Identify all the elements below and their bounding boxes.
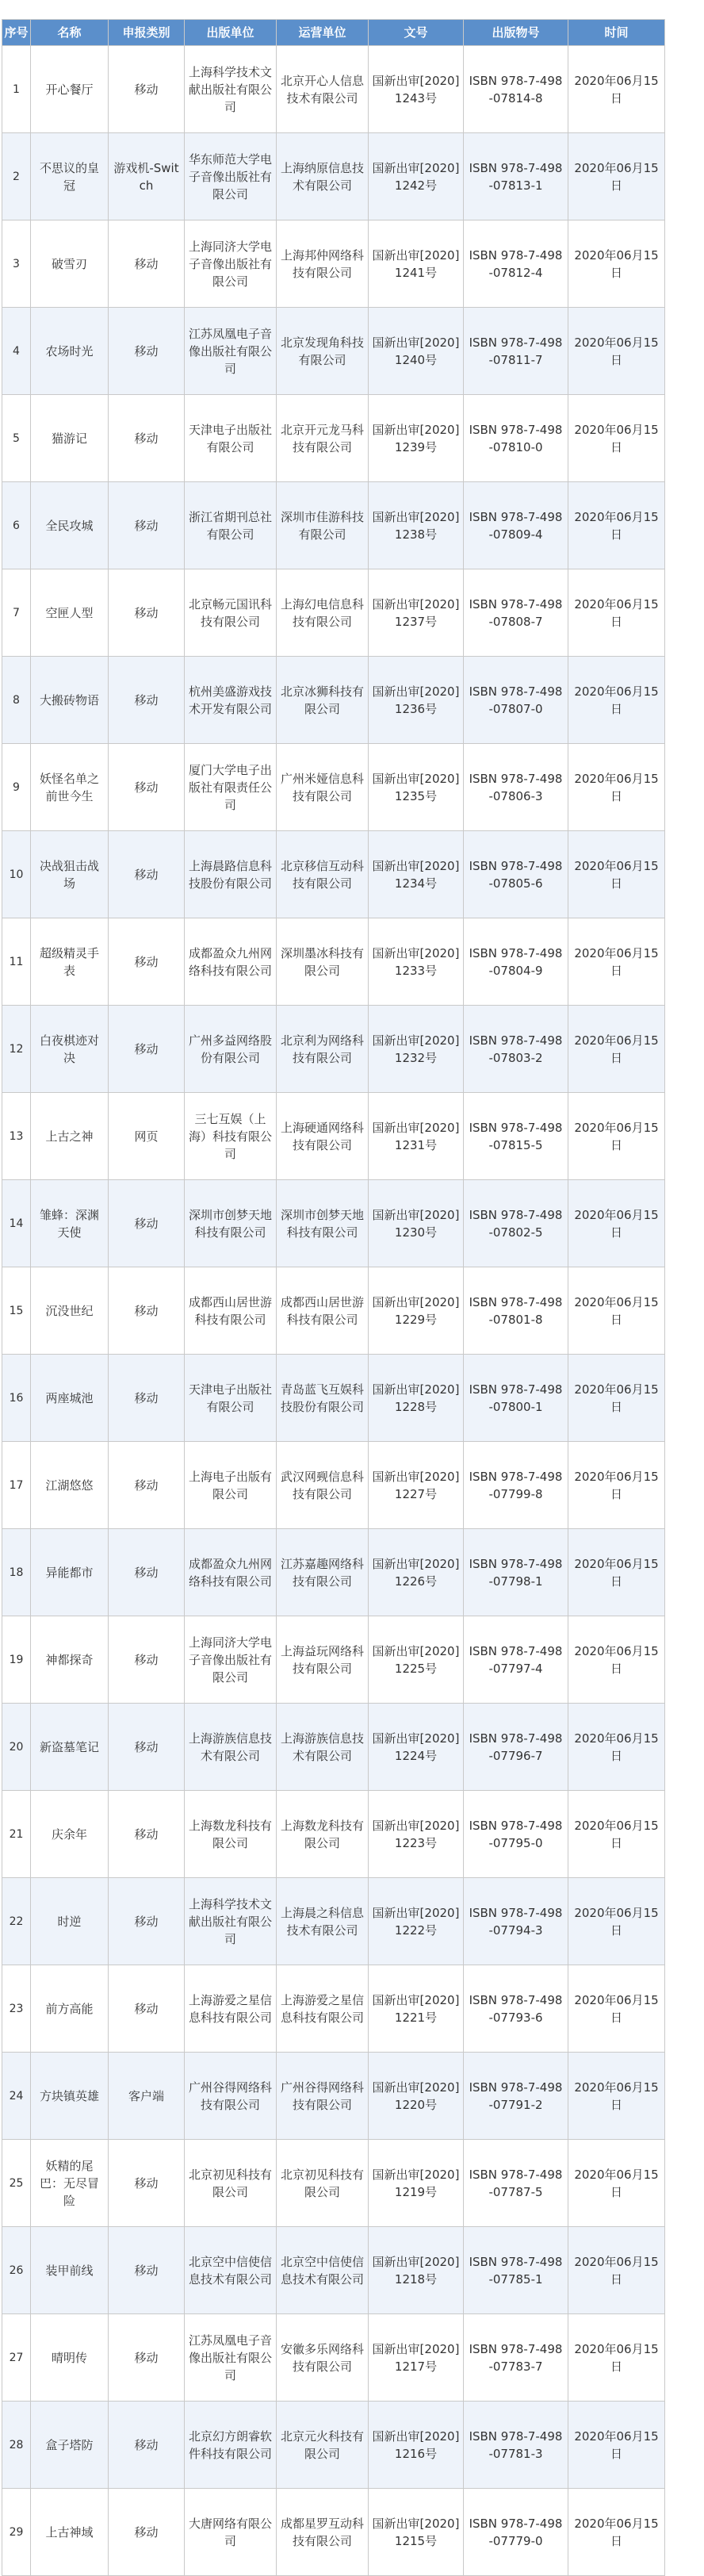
- header-index: 序号: [2, 20, 31, 46]
- table-row: [2, 918, 665, 1006]
- cell-approval-number: 国新出审[2020]1238号: [369, 482, 464, 569]
- cell-approval-number: 国新出审[2020]1241号: [369, 220, 464, 308]
- cell-operator: 北京利为网络科技有限公司: [277, 1006, 369, 1093]
- cell-name: 新盗墓笔记: [31, 1704, 109, 1791]
- cell-isbn: ISBN 978-7-498-07810-0: [464, 395, 568, 482]
- cell-isbn: ISBN 978-7-498-07815-5: [464, 1093, 568, 1180]
- cell-index: 3: [2, 220, 31, 308]
- cell-date: 2020年06月15日: [568, 1616, 665, 1704]
- cell-index: 25: [2, 2140, 31, 2227]
- cell-category: 移动: [109, 1878, 185, 1965]
- cell-index: 5: [2, 395, 31, 482]
- table-row: [2, 395, 665, 482]
- cell-date: 2020年06月15日: [568, 2227, 665, 2314]
- cell-publisher: 上海游爱之星信息科技有限公司: [185, 1965, 277, 2053]
- cell-date: 2020年06月15日: [568, 2314, 665, 2402]
- cell-publisher: 上海晨路信息科技股份有限公司: [185, 831, 277, 918]
- cell-category: 移动: [109, 1006, 185, 1093]
- table-row: [2, 220, 665, 308]
- cell-index: 20: [2, 1704, 31, 1791]
- cell-date: 2020年06月15日: [568, 133, 665, 220]
- cell-category: 移动: [109, 1267, 185, 1355]
- cell-approval-number: 国新出审[2020]1229号: [369, 1267, 464, 1355]
- approval-table: [2, 19, 665, 2576]
- cell-name: 大搬砖物语: [31, 657, 109, 744]
- cell-isbn: ISBN 978-7-498-07802-5: [464, 1180, 568, 1267]
- cell-approval-number: 国新出审[2020]1221号: [369, 1965, 464, 2053]
- cell-index: 14: [2, 1180, 31, 1267]
- cell-isbn: ISBN 978-7-498-07809-4: [464, 482, 568, 569]
- cell-index: 26: [2, 2227, 31, 2314]
- cell-approval-number: 国新出审[2020]1224号: [369, 1704, 464, 1791]
- cell-name: 时逆: [31, 1878, 109, 1965]
- cell-name: 晴明传: [31, 2314, 109, 2402]
- cell-isbn: ISBN 978-7-498-07799-8: [464, 1442, 568, 1529]
- table-row: [2, 133, 665, 220]
- cell-name: 破雪刃: [31, 220, 109, 308]
- cell-date: 2020年06月15日: [568, 1355, 665, 1442]
- table-row: [2, 1791, 665, 1878]
- cell-name: 白夜棋迹对决: [31, 1006, 109, 1093]
- cell-date: 2020年06月15日: [568, 1006, 665, 1093]
- table-header: [2, 20, 665, 46]
- table-row: [2, 1965, 665, 2053]
- cell-date: 2020年06月15日: [568, 308, 665, 395]
- cell-operator: 深圳墨冰科技有限公司: [277, 918, 369, 1006]
- cell-publisher: 上海科学技术文献出版社有限公司: [185, 1878, 277, 1965]
- cell-index: 23: [2, 1965, 31, 2053]
- cell-index: 28: [2, 2402, 31, 2489]
- header-row: [2, 20, 665, 46]
- cell-date: 2020年06月15日: [568, 220, 665, 308]
- cell-index: 11: [2, 918, 31, 1006]
- cell-date: 2020年06月15日: [568, 395, 665, 482]
- table-row: [2, 657, 665, 744]
- cell-date: 2020年06月15日: [568, 1093, 665, 1180]
- cell-approval-number: 国新出审[2020]1230号: [369, 1180, 464, 1267]
- cell-category: 移动: [109, 918, 185, 1006]
- table-row: [2, 2402, 665, 2489]
- cell-name: 江湖悠悠: [31, 1442, 109, 1529]
- cell-name: 妖怪名单之前世今生: [31, 744, 109, 831]
- cell-name: 盒子塔防: [31, 2402, 109, 2489]
- cell-index: 4: [2, 308, 31, 395]
- cell-name: 空匣人型: [31, 569, 109, 657]
- cell-isbn: ISBN 978-7-498-07811-7: [464, 308, 568, 395]
- cell-publisher: 天津电子出版社有限公司: [185, 1355, 277, 1442]
- cell-operator: 北京冰狮科技有限公司: [277, 657, 369, 744]
- cell-name: 庆余年: [31, 1791, 109, 1878]
- cell-approval-number: 国新出审[2020]1232号: [369, 1006, 464, 1093]
- cell-date: 2020年06月15日: [568, 2140, 665, 2227]
- cell-category: 移动: [109, 2140, 185, 2227]
- cell-name: 上古之神: [31, 1093, 109, 1180]
- cell-index: 29: [2, 2489, 31, 2576]
- cell-operator: 上海游族信息技术有限公司: [277, 1704, 369, 1791]
- cell-name: 全民攻城: [31, 482, 109, 569]
- header-isbn: 出版物号: [464, 20, 568, 46]
- cell-name: 开心餐厅: [31, 46, 109, 133]
- cell-isbn: ISBN 978-7-498-07796-7: [464, 1704, 568, 1791]
- cell-index: 2: [2, 133, 31, 220]
- cell-operator: 上海邦仲网络科技有限公司: [277, 220, 369, 308]
- table-row: [2, 1529, 665, 1616]
- cell-operator: 北京空中信使信息技术有限公司: [277, 2227, 369, 2314]
- cell-date: 2020年06月15日: [568, 569, 665, 657]
- cell-category: 移动: [109, 1704, 185, 1791]
- table-row: [2, 2053, 665, 2140]
- cell-isbn: ISBN 978-7-498-07808-7: [464, 569, 568, 657]
- cell-category: 移动: [109, 1616, 185, 1704]
- cell-isbn: ISBN 978-7-498-07801-8: [464, 1267, 568, 1355]
- cell-name: 异能都市: [31, 1529, 109, 1616]
- cell-publisher: 上海同济大学电子音像出版社有限公司: [185, 220, 277, 308]
- table-row: [2, 46, 665, 133]
- cell-index: 27: [2, 2314, 31, 2402]
- cell-name: 沉没世纪: [31, 1267, 109, 1355]
- cell-approval-number: 国新出审[2020]1243号: [369, 46, 464, 133]
- cell-date: 2020年06月15日: [568, 2053, 665, 2140]
- cell-category: 移动: [109, 569, 185, 657]
- table-row: [2, 2314, 665, 2402]
- cell-date: 2020年06月15日: [568, 1965, 665, 2053]
- cell-date: 2020年06月15日: [568, 1878, 665, 1965]
- cell-category: 移动: [109, 482, 185, 569]
- cell-operator: 安徽多乐网络科技有限公司: [277, 2314, 369, 2402]
- cell-date: 2020年06月15日: [568, 918, 665, 1006]
- cell-approval-number: 国新出审[2020]1215号: [369, 2489, 464, 2576]
- cell-category: 移动: [109, 744, 185, 831]
- cell-date: 2020年06月15日: [568, 1267, 665, 1355]
- cell-category: 移动: [109, 1442, 185, 1529]
- cell-approval-number: 国新出审[2020]1240号: [369, 308, 464, 395]
- cell-isbn: ISBN 978-7-498-07814-8: [464, 46, 568, 133]
- cell-index: 21: [2, 1791, 31, 1878]
- cell-approval-number: 国新出审[2020]1236号: [369, 657, 464, 744]
- table-body: [2, 46, 665, 2576]
- cell-operator: 北京元火科技有限公司: [277, 2402, 369, 2489]
- cell-isbn: ISBN 978-7-498-07813-1: [464, 133, 568, 220]
- cell-date: 2020年06月15日: [568, 1704, 665, 1791]
- cell-index: 9: [2, 744, 31, 831]
- table-row: [2, 744, 665, 831]
- cell-isbn: ISBN 978-7-498-07807-0: [464, 657, 568, 744]
- cell-isbn: ISBN 978-7-498-07794-3: [464, 1878, 568, 1965]
- cell-publisher: 成都盈众九州网络科技有限公司: [185, 918, 277, 1006]
- cell-category: 移动: [109, 1355, 185, 1442]
- cell-operator: 成都西山居世游科技有限公司: [277, 1267, 369, 1355]
- cell-publisher: 杭州美盛游戏技术开发有限公司: [185, 657, 277, 744]
- cell-index: 10: [2, 831, 31, 918]
- cell-publisher: 上海同济大学电子音像出版社有限公司: [185, 1616, 277, 1704]
- cell-publisher: 江苏凤凰电子音像出版社有限公司: [185, 2314, 277, 2402]
- cell-approval-number: 国新出审[2020]1239号: [369, 395, 464, 482]
- cell-approval-number: 国新出审[2020]1233号: [369, 918, 464, 1006]
- table-row: [2, 1616, 665, 1704]
- cell-approval-number: 国新出审[2020]1216号: [369, 2402, 464, 2489]
- cell-category: 客户端: [109, 2053, 185, 2140]
- cell-publisher: 天津电子出版社有限公司: [185, 395, 277, 482]
- cell-approval-number: 国新出审[2020]1225号: [369, 1616, 464, 1704]
- cell-name: 两座城池: [31, 1355, 109, 1442]
- cell-publisher: 成都西山居世游科技有限公司: [185, 1267, 277, 1355]
- cell-approval-number: 国新出审[2020]1222号: [369, 1878, 464, 1965]
- cell-operator: 上海幻电信息科技有限公司: [277, 569, 369, 657]
- cell-date: 2020年06月15日: [568, 657, 665, 744]
- cell-publisher: 上海科学技术文献出版社有限公司: [185, 46, 277, 133]
- cell-isbn: ISBN 978-7-498-07812-4: [464, 220, 568, 308]
- cell-category: 移动: [109, 1180, 185, 1267]
- header-category: 申报类别: [109, 20, 185, 46]
- cell-isbn: ISBN 978-7-498-07793-6: [464, 1965, 568, 2053]
- header-name: 名称: [31, 20, 109, 46]
- table-row: [2, 569, 665, 657]
- cell-operator: 青岛蓝飞互娱科技股份有限公司: [277, 1355, 369, 1442]
- cell-date: 2020年06月15日: [568, 2402, 665, 2489]
- table-row: [2, 2227, 665, 2314]
- cell-operator: 上海数龙科技有限公司: [277, 1791, 369, 1878]
- table-row: [2, 308, 665, 395]
- cell-publisher: 三七互娱（上海）科技有限公司: [185, 1093, 277, 1180]
- cell-approval-number: 国新出审[2020]1227号: [369, 1442, 464, 1529]
- cell-index: 8: [2, 657, 31, 744]
- cell-isbn: ISBN 978-7-498-07791-2: [464, 2053, 568, 2140]
- cell-publisher: 江苏凤凰电子音像出版社有限公司: [185, 308, 277, 395]
- cell-operator: 北京初见科技有限公司: [277, 2140, 369, 2227]
- cell-approval-number: 国新出审[2020]1226号: [369, 1529, 464, 1616]
- cell-approval-number: 国新出审[2020]1231号: [369, 1093, 464, 1180]
- cell-isbn: ISBN 978-7-498-07803-2: [464, 1006, 568, 1093]
- cell-date: 2020年06月15日: [568, 482, 665, 569]
- cell-date: 2020年06月15日: [568, 46, 665, 133]
- cell-publisher: 广州谷得网络科技有限公司: [185, 2053, 277, 2140]
- cell-operator: 北京发现角科技有限公司: [277, 308, 369, 395]
- cell-publisher: 上海游族信息技术有限公司: [185, 1704, 277, 1791]
- cell-index: 16: [2, 1355, 31, 1442]
- cell-operator: 广州谷得网络科技有限公司: [277, 2053, 369, 2140]
- cell-operator: 上海游爱之星信息科技有限公司: [277, 1965, 369, 2053]
- cell-isbn: ISBN 978-7-498-07781-3: [464, 2402, 568, 2489]
- header-operator: 运营单位: [277, 20, 369, 46]
- cell-approval-number: 国新出审[2020]1220号: [369, 2053, 464, 2140]
- cell-operator: 上海纳原信息技术有限公司: [277, 133, 369, 220]
- cell-category: 移动: [109, 308, 185, 395]
- cell-publisher: 浙江省期刊总社有限公司: [185, 482, 277, 569]
- cell-name: 装甲前线: [31, 2227, 109, 2314]
- cell-date: 2020年06月15日: [568, 2489, 665, 2576]
- cell-index: 17: [2, 1442, 31, 1529]
- cell-operator: 北京开元龙马科技有限公司: [277, 395, 369, 482]
- cell-approval-number: 国新出审[2020]1235号: [369, 744, 464, 831]
- cell-isbn: ISBN 978-7-498-07779-0: [464, 2489, 568, 2576]
- cell-publisher: 成都盈众九州网络科技有限公司: [185, 1529, 277, 1616]
- table-row: [2, 1267, 665, 1355]
- cell-name: 方块镇英雄: [31, 2053, 109, 2140]
- cell-operator: 上海益玩网络科技有限公司: [277, 1616, 369, 1704]
- cell-publisher: 北京初见科技有限公司: [185, 2140, 277, 2227]
- table-row: [2, 2489, 665, 2576]
- cell-approval-number: 国新出审[2020]1234号: [369, 831, 464, 918]
- cell-operator: 江苏嘉趣网络科技有限公司: [277, 1529, 369, 1616]
- cell-name: 决战狙击战场: [31, 831, 109, 918]
- cell-isbn: ISBN 978-7-498-07806-3: [464, 744, 568, 831]
- table-row: [2, 482, 665, 569]
- table-row: [2, 1006, 665, 1093]
- cell-operator: 深圳市创梦天地科技有限公司: [277, 1180, 369, 1267]
- cell-isbn: ISBN 978-7-498-07783-7: [464, 2314, 568, 2402]
- cell-approval-number: 国新出审[2020]1237号: [369, 569, 464, 657]
- cell-operator: 北京开心人信息技术有限公司: [277, 46, 369, 133]
- cell-date: 2020年06月15日: [568, 1180, 665, 1267]
- cell-category: 移动: [109, 1791, 185, 1878]
- cell-name: 不思议的皇冠: [31, 133, 109, 220]
- cell-operator: 武汉网觋信息科技有限公司: [277, 1442, 369, 1529]
- cell-isbn: ISBN 978-7-498-07785-1: [464, 2227, 568, 2314]
- table-row: [2, 1180, 665, 1267]
- cell-category: 移动: [109, 46, 185, 133]
- header-approval-number: 文号: [369, 20, 464, 46]
- table-row: [2, 1355, 665, 1442]
- cell-name: 猫游记: [31, 395, 109, 482]
- cell-date: 2020年06月15日: [568, 744, 665, 831]
- cell-category: 移动: [109, 220, 185, 308]
- cell-date: 2020年06月15日: [568, 831, 665, 918]
- cell-index: 19: [2, 1616, 31, 1704]
- cell-operator: 上海硬通网络科技有限公司: [277, 1093, 369, 1180]
- cell-category: 移动: [109, 2314, 185, 2402]
- cell-date: 2020年06月15日: [568, 1529, 665, 1616]
- cell-name: 农场时光: [31, 308, 109, 395]
- cell-index: 1: [2, 46, 31, 133]
- cell-isbn: ISBN 978-7-498-07798-1: [464, 1529, 568, 1616]
- cell-index: 6: [2, 482, 31, 569]
- table-row: [2, 1704, 665, 1791]
- cell-category: 移动: [109, 2489, 185, 2576]
- cell-isbn: ISBN 978-7-498-07797-4: [464, 1616, 568, 1704]
- cell-date: 2020年06月15日: [568, 1791, 665, 1878]
- cell-approval-number: 国新出审[2020]1219号: [369, 2140, 464, 2227]
- cell-publisher: 上海电子出版有限公司: [185, 1442, 277, 1529]
- cell-category: 移动: [109, 1965, 185, 2053]
- cell-index: 12: [2, 1006, 31, 1093]
- header-date: 时间: [568, 20, 665, 46]
- cell-category: 移动: [109, 1529, 185, 1616]
- cell-approval-number: 国新出审[2020]1218号: [369, 2227, 464, 2314]
- cell-category: 游戏机-Switch: [109, 133, 185, 220]
- header-publisher: 出版单位: [185, 20, 277, 46]
- cell-name: 前方高能: [31, 1965, 109, 2053]
- cell-publisher: 深圳市创梦天地科技有限公司: [185, 1180, 277, 1267]
- cell-isbn: ISBN 978-7-498-07795-0: [464, 1791, 568, 1878]
- cell-category: 移动: [109, 2227, 185, 2314]
- cell-isbn: ISBN 978-7-498-07805-6: [464, 831, 568, 918]
- cell-approval-number: 国新出审[2020]1228号: [369, 1355, 464, 1442]
- cell-publisher: 北京空中信使信息技术有限公司: [185, 2227, 277, 2314]
- cell-publisher: 厦门大学电子出版社有限责任公司: [185, 744, 277, 831]
- table-row: [2, 831, 665, 918]
- cell-name: 神都探奇: [31, 1616, 109, 1704]
- table-row: [2, 2140, 665, 2227]
- cell-category: 移动: [109, 831, 185, 918]
- cell-name: 妖精的尾巴：无尽冒险: [31, 2140, 109, 2227]
- table-row: [2, 1093, 665, 1180]
- cell-publisher: 北京幻方朗睿软件科技有限公司: [185, 2402, 277, 2489]
- cell-operator: 深圳市佳游科技有限公司: [277, 482, 369, 569]
- cell-category: 移动: [109, 657, 185, 744]
- cell-isbn: ISBN 978-7-498-07800-1: [464, 1355, 568, 1442]
- cell-publisher: 广州多益网络股份有限公司: [185, 1006, 277, 1093]
- cell-index: 7: [2, 569, 31, 657]
- cell-date: 2020年06月15日: [568, 1442, 665, 1529]
- cell-name: 雏蜂：深渊天使: [31, 1180, 109, 1267]
- cell-category: 移动: [109, 2402, 185, 2489]
- cell-approval-number: 国新出审[2020]1242号: [369, 133, 464, 220]
- cell-isbn: ISBN 978-7-498-07804-9: [464, 918, 568, 1006]
- cell-isbn: ISBN 978-7-498-07787-5: [464, 2140, 568, 2227]
- table-row: [2, 1878, 665, 1965]
- cell-operator: 成都星罗互动科技有限公司: [277, 2489, 369, 2576]
- cell-name: 超级精灵手表: [31, 918, 109, 1006]
- cell-publisher: 上海数龙科技有限公司: [185, 1791, 277, 1878]
- cell-index: 15: [2, 1267, 31, 1355]
- cell-approval-number: 国新出审[2020]1217号: [369, 2314, 464, 2402]
- cell-approval-number: 国新出审[2020]1223号: [369, 1791, 464, 1878]
- cell-category: 移动: [109, 395, 185, 482]
- table-row: [2, 1442, 665, 1529]
- cell-index: 18: [2, 1529, 31, 1616]
- cell-operator: 北京移信互动科技有限公司: [277, 831, 369, 918]
- cell-name: 上古神域: [31, 2489, 109, 2576]
- cell-index: 24: [2, 2053, 31, 2140]
- cell-operator: 上海晨之科信息技术有限公司: [277, 1878, 369, 1965]
- cell-operator: 广州米娅信息科技有限公司: [277, 744, 369, 831]
- cell-index: 22: [2, 1878, 31, 1965]
- cell-publisher: 大唐网络有限公司: [185, 2489, 277, 2576]
- cell-publisher: 华东师范大学电子音像出版社有限公司: [185, 133, 277, 220]
- cell-index: 13: [2, 1093, 31, 1180]
- cell-category: 网页: [109, 1093, 185, 1180]
- cell-publisher: 北京畅元国讯科技有限公司: [185, 569, 277, 657]
